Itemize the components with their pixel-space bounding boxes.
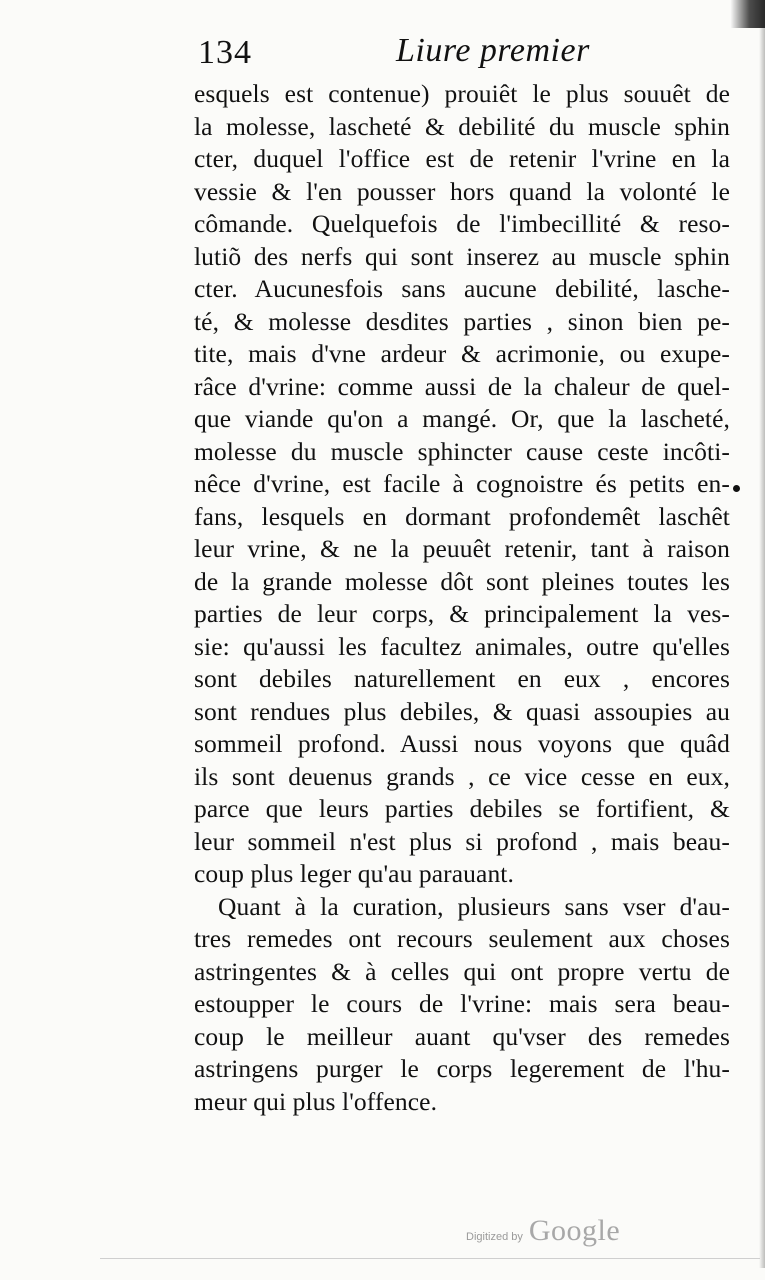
google-logo: Google xyxy=(528,1214,621,1247)
text-line: la molesse, lascheté & debilité du muscle sphin xyxy=(194,111,730,141)
page-side-shadow xyxy=(759,28,765,1268)
page-number: 134 xyxy=(198,34,252,71)
text-line: astringentes & à celles qui ont propre vertu de xyxy=(194,956,730,986)
text-line: esquels est contenue) prouiêt le plus souuêt de xyxy=(194,79,730,108)
text-line: sont debiles naturellement en eux , encores xyxy=(194,664,730,693)
text-line: sie: qu'aussi les facultez animales, outre qu'elles xyxy=(194,631,730,661)
text-line: tres remedes ont recours seulement aux choses xyxy=(194,924,730,953)
text-line: estoupper le cours de l'vrine: mais sera beau- xyxy=(194,989,730,1018)
text-line: cter, duquel l'office est de retenir l'vrine en la xyxy=(194,144,730,173)
text-line: de la grande molesse dôt sont pleines toutes les xyxy=(194,566,730,596)
text-line: tite, mais d'vne ardeur & acrimonie, ou exupe- xyxy=(194,339,730,368)
text-line: vessie & l'en pousser hors quand la volonté le xyxy=(194,176,730,206)
text-line: que viande qu'on a mangé. Or, que la lascheté, xyxy=(194,404,730,433)
text-line: astringens purger le corps legerement de l'hu- xyxy=(194,1054,730,1083)
paragraph-end-line: meur qui plus l'offence. xyxy=(194,1086,438,1116)
text-line: parce que leurs parties debiles se fortifient, & xyxy=(194,794,730,823)
text-line: parties de leur corps, & principalement la ves- xyxy=(194,599,730,628)
watermark-prefix: Digitized by xyxy=(466,1231,523,1243)
ink-spot xyxy=(733,485,740,492)
text-line: coup le meilleur auant qu'vser des remedes xyxy=(194,1021,730,1051)
page-bottom-edge xyxy=(100,1258,760,1259)
running-head: Liure premier xyxy=(396,32,590,69)
text-line: sont rendues plus debiles, & quasi assoupies au xyxy=(194,696,730,726)
page-header xyxy=(198,30,618,76)
text-line: cômande. Quelquefois de l'imbecillité & reso- xyxy=(194,209,730,238)
text-line: molesse du muscle sphincter cause ceste incôti- xyxy=(194,436,730,466)
text-line: sommeil profond. Aussi nous voyons que quâd xyxy=(194,729,730,758)
text-line: leur sommeil n'est plus si profond , mais beau- xyxy=(194,826,730,856)
text-line: ils sont deuenus grands , ce vice cesse en eux, xyxy=(194,761,730,791)
text-line: leur vrine, & ne la peuuêt retenir, tant à raison xyxy=(194,534,730,563)
text-line: lutiõ des nerfs qui sont inserez au muscle sphin xyxy=(194,241,730,271)
digitization-watermark xyxy=(466,1214,620,1254)
page-edge-shadow xyxy=(730,0,765,28)
paragraph-end-line: coup plus leger qu'au parauant. xyxy=(194,859,514,888)
paragraph-start-line: Quant à la curation, plusieurs sans vser d'au- xyxy=(218,891,730,921)
text-line: cter. Aucunesfois sans aucune debilité, lasche- xyxy=(194,274,730,303)
text-line: té, & molesse desdites parties , sinon bien pe- xyxy=(194,306,730,336)
text-line: fans, lesquels en dormant profondemêt laschêt xyxy=(194,501,730,531)
text-line: nêce d'vrine, est facile à cognoistre és petits en- xyxy=(194,469,730,498)
text-line: râce d'vrine: comme aussi de la chaleur de quel- xyxy=(194,371,730,401)
body-text xyxy=(194,78,730,1118)
